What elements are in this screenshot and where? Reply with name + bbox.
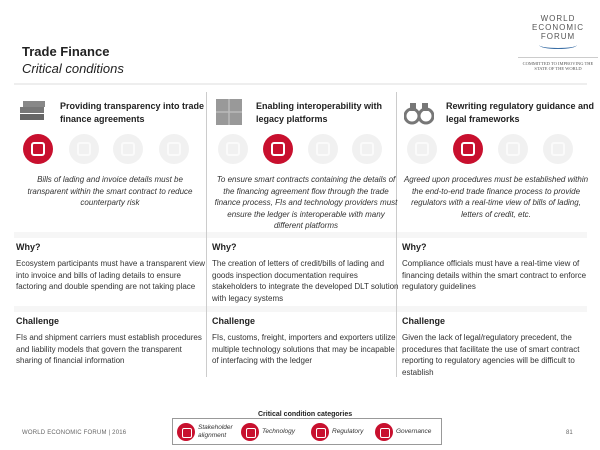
challenge-heading: Challenge	[212, 316, 256, 326]
stakeholder-category-icon	[407, 134, 437, 164]
legend-label: Technology	[262, 428, 296, 435]
regulatory-icon	[311, 423, 329, 441]
page-number: 81	[566, 430, 573, 436]
why-text: The creation of letters of credit/bills of lading and goods inspection documentation requires stakeholders to integrate the developed DLT solution with legacy systems	[212, 259, 399, 303]
page-subtitle: Critical conditions	[22, 61, 124, 76]
column-divider	[206, 92, 207, 377]
technology-category-icon	[453, 134, 483, 164]
legend-item-technology	[241, 423, 295, 441]
wef-logo	[518, 14, 598, 71]
column-description: To ensure smart contracts containing the details of the financing agreement flow through the trade finance process, FIs and technology providers must ensure the ledger is interoperable with many different platforms	[214, 175, 398, 230]
money-stack-icon	[18, 99, 48, 125]
puzzle-icon	[214, 99, 244, 125]
logo-line: ECONOMIC	[532, 23, 584, 32]
column-header	[402, 97, 595, 132]
why-heading: Why?	[212, 242, 237, 252]
logo-tagline: COMMITTED TO IMPROVING THE STATE OF THE WORLD	[518, 57, 598, 71]
legend-item-stakeholder	[177, 423, 236, 441]
stakeholder-icon	[177, 423, 195, 441]
logo-line: FORUM	[540, 32, 576, 41]
legend-title: Critical condition categories	[252, 411, 358, 418]
challenge-heading: Challenge	[402, 316, 446, 326]
stakeholder-category-icon	[218, 134, 248, 164]
why-text: Compliance officials must have a real-time view of financing details within the smart contract to enforce regulatory guidelines	[402, 259, 587, 291]
footer-text: WORLD ECONOMIC FORUM | 2016	[22, 430, 127, 436]
column-heading: Providing transparency into trade finance agreements	[60, 101, 205, 124]
regulatory-category-icon	[498, 134, 528, 164]
why-heading: Why?	[402, 242, 427, 252]
column-heading: Enabling interoperability with legacy platforms	[256, 101, 383, 124]
challenge-heading: Challenge	[16, 316, 60, 326]
logo-swoosh-icon	[539, 41, 577, 49]
governance-icon	[375, 423, 393, 441]
why-heading: Why?	[16, 242, 41, 252]
governance-category-icon	[543, 134, 573, 164]
category-icons	[212, 134, 400, 166]
category-icons	[16, 134, 204, 166]
stakeholder-category-icon	[23, 134, 53, 164]
legend-item-governance	[375, 423, 431, 441]
column-heading: Rewriting regulatory guidance and legal frameworks	[446, 101, 595, 124]
legend-item-regulatory	[311, 423, 363, 441]
legend-label: Regulatory	[332, 428, 364, 435]
column-header	[16, 97, 204, 132]
divider	[14, 232, 587, 238]
column-header	[212, 97, 400, 132]
column-description: Bills of lading and invoice details must be transparent within the smart contract to reduce counterparty risk	[27, 175, 193, 207]
governance-category-icon	[159, 134, 189, 164]
regulatory-category-icon	[308, 134, 338, 164]
legend	[172, 418, 442, 445]
governance-category-icon	[352, 134, 382, 164]
category-icons	[402, 134, 590, 166]
technology-category-icon	[263, 134, 293, 164]
legend-label: Stakeholder alignment	[198, 424, 233, 439]
challenge-text: FIs, customs, freight, importers and exporters utilize multiple technology solutions that may be incapable of interfacing with the ledger	[212, 333, 396, 365]
binoculars-icon	[404, 99, 434, 125]
legend-label: Governance	[396, 428, 432, 435]
regulatory-category-icon	[113, 134, 143, 164]
divider	[14, 83, 587, 85]
challenge-text: FIs and shipment carriers must establish procedures and liability models that govern the transparent sharing of financial information	[16, 333, 202, 365]
divider	[14, 306, 587, 312]
page-title: Trade Finance	[22, 44, 110, 59]
technology-category-icon	[69, 134, 99, 164]
challenge-text: Given the lack of legal/regulatory precedent, the procedures that facilitate the use of smart contract reporting to regulatory agencies will be difficult to establish	[402, 333, 580, 377]
why-text: Ecosystem participants must have a transparent view into invoice and bills of lading details to ensure factoring and double spending are not taking place	[16, 259, 205, 291]
logo-line: WORLD	[540, 14, 576, 23]
column-description: Agreed upon procedures must be established within the end-to-end trade finance process to provide regulators with a real-time view of bills of lading, letters of credit, etc.	[403, 175, 589, 219]
technology-icon	[241, 423, 259, 441]
